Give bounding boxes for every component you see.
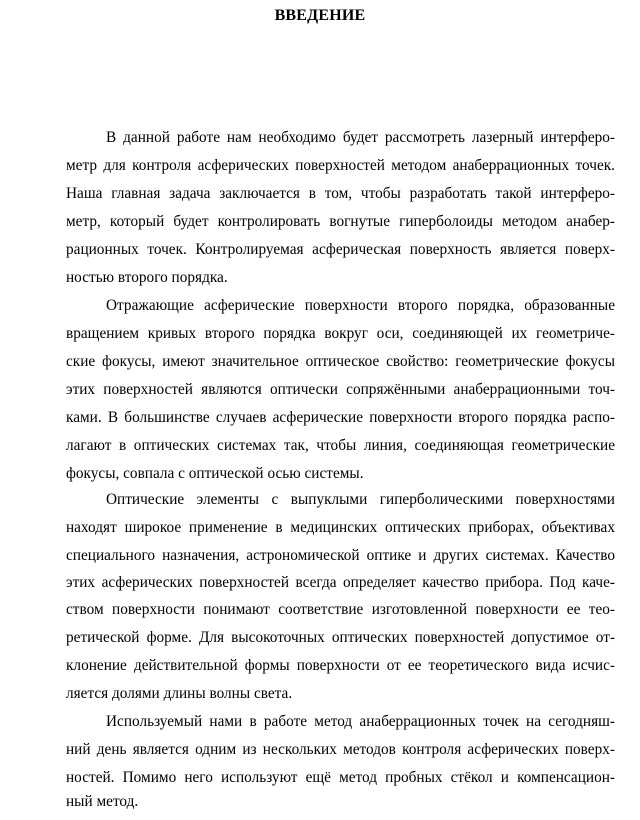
paragraph-2-line-4: этих поверхностей являются оптически сопряжёнными анаберрационными точ- (66, 381, 615, 398)
paragraph-3-line-4: этих асферических поверхностей всегда определяет качество прибора. Под каче- (66, 574, 615, 591)
paragraph-3-line-1: Оптические элементы с выпуклыми гиперболическими поверхностями (106, 491, 615, 508)
paragraph-3-line-8: ляется долями длины волны света. (66, 685, 293, 702)
paragraph-4-line-4: ный метод. (66, 793, 139, 810)
paragraph-3-line-6: ретической форме. Для высокоточных оптических поверхностей допустимое от- (66, 629, 615, 646)
paragraph-3-line-2: находят широкое применение в медицинских оптических приборах, объективах (66, 519, 615, 536)
paragraph-1-line-2: метр для контроля асферических поверхностей методом анаберрационных точек. (66, 157, 615, 174)
paragraph-2-line-7: фокусы, совпала с оптической осью системы. (66, 465, 364, 482)
paragraph-3-line-5: ством поверхности понимают соответствие изготовленной поверхности ее тео- (66, 601, 615, 618)
paragraph-3-line-7: клонение действительной формы поверхности от ее теоретического вида исчис- (66, 657, 615, 674)
paragraph-1-line-4: метр, который будет контролировать вогнутые гиперболоиды методом анабер- (66, 213, 615, 230)
paragraph-2-line-3: ские фокусы, имеют значительное оптическое свойство: геометрические фокусы (66, 353, 615, 370)
paragraph-4-line-2: ний день является одним из нескольких методов контроля асферических поверх- (66, 741, 615, 758)
paragraph-2-line-1: Отражающие асферические поверхности второго порядка, образованные (106, 297, 615, 314)
paragraph-1-line-5: рационных точек. Контролируемая асферическая поверхность является поверх- (66, 241, 615, 258)
page-title: ВВЕДЕНИЕ (274, 7, 366, 24)
paragraph-3-line-3: специального назначения, астрономической оптике и других системах. Качество (66, 547, 615, 564)
paragraph-2-line-6: лагают в оптических системах так, чтобы линия, соединяющая геометрические (66, 437, 615, 454)
paragraph-1-line-1: В данной работе нам необходимо будет рассмотреть лазерный интерферо- (106, 129, 615, 146)
paragraph-1-line-3: Наша главная задача заключается в том, чтобы разработать такой интерферо- (66, 185, 615, 202)
paragraph-2-line-5: ками. В большинстве случаев асферические поверхности второго порядка распо- (66, 409, 615, 426)
paragraph-4-line-3: ностей. Помимо него используют ещё метод пробных стёкол и компенсацион- (66, 769, 615, 786)
paragraph-1-line-6: ностью второго порядка. (66, 269, 228, 286)
paragraph-2-line-2: вращением кривых второго порядка вокруг оси, соединяющей их геометриче- (66, 325, 615, 342)
paragraph-4-line-1: Используемый нами в работе метод анаберрационных точек на сегодняш- (106, 713, 615, 730)
